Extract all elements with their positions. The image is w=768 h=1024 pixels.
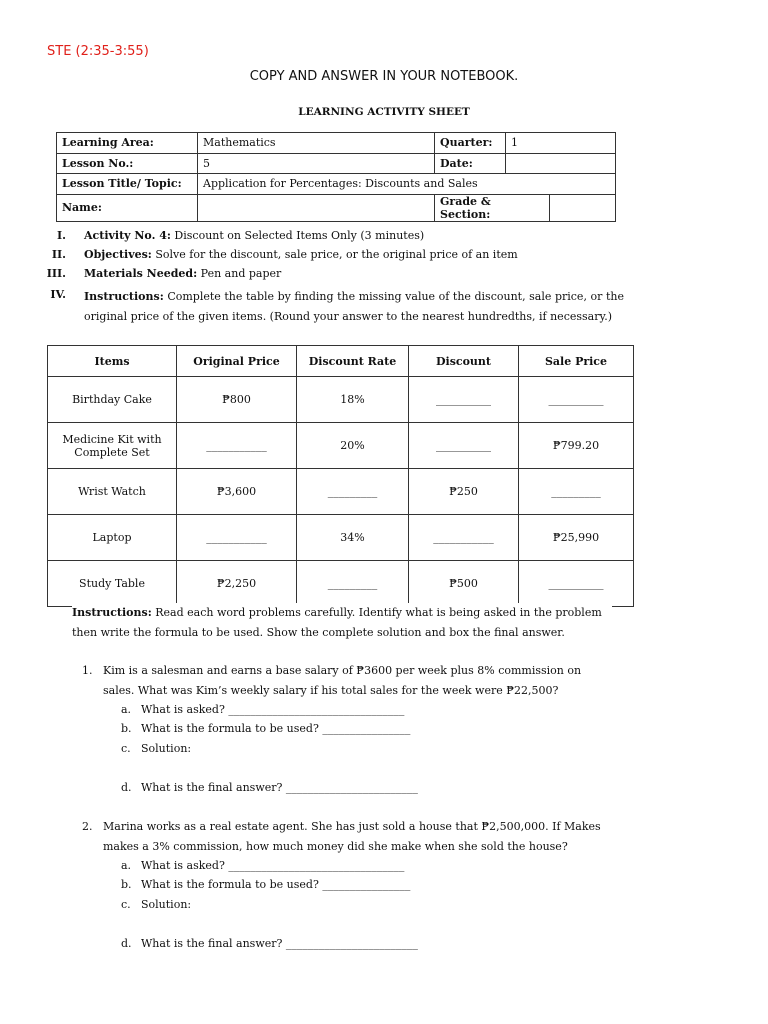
date-value [506, 153, 616, 174]
section-label: Materials Needed: [84, 267, 198, 280]
table-row [48, 423, 634, 469]
answer-blank: __________ [409, 423, 519, 469]
item-text: What is the formula to be used? ________________ [141, 878, 411, 891]
table-cell: Wrist Watch [48, 469, 177, 515]
item-text: What is asked? ________________________________ [141, 703, 405, 716]
lesson-no-value: 5 [198, 153, 435, 174]
section-number: I. [57, 229, 66, 242]
item-text: What is the formula to be used? ________________ [141, 722, 411, 735]
table-cell: Study Table [48, 561, 177, 607]
section-materials [0, 267, 768, 283]
table-header-row [48, 346, 634, 377]
answer-blank: _________ [297, 561, 409, 607]
quarter-label: Quarter: [435, 133, 506, 154]
section-text: Pen and paper [197, 267, 282, 280]
table-row [48, 561, 634, 607]
item-letter: a. [121, 859, 132, 872]
problem-2 [0, 817, 768, 857]
quarter-value: 1 [506, 133, 616, 154]
answer-blank: _________ [519, 469, 634, 515]
copy-instruction: COPY AND ANSWER IN YOUR NOTEBOOK. [249, 69, 519, 84]
item-letter: b. [121, 878, 132, 891]
topic-label: Lesson Title/ Topic: [57, 174, 198, 195]
table-cell: 34% [297, 515, 409, 561]
word-problem-instructions [72, 603, 612, 643]
section-objectives [0, 248, 768, 264]
item-letter: d. [121, 937, 132, 950]
item-text: Solution: [141, 898, 192, 911]
lesson-no-label: Lesson No.: [57, 153, 198, 174]
column-header: Discount Rate [297, 346, 409, 377]
date-label: Date: [435, 153, 506, 174]
item-text: What is the final answer? ________________________ [141, 781, 418, 794]
learning-area-value: Mathematics [198, 133, 435, 154]
item-text: Solution: [141, 742, 192, 755]
table-cell: ₱3,600 [177, 469, 297, 515]
table-cell: Birthday Cake [48, 377, 177, 423]
table-row [48, 515, 634, 561]
problem-number: 2. [82, 820, 93, 833]
problem-number: 1. [82, 664, 93, 677]
item-text: What is asked? ________________________________ [141, 859, 405, 872]
section-number: IV. [50, 288, 66, 301]
info-table [56, 132, 616, 222]
item-letter: d. [121, 781, 132, 794]
name-value [198, 194, 435, 221]
column-header: Discount [409, 346, 519, 377]
table-cell: 18% [297, 377, 409, 423]
column-header: Sale Price [519, 346, 634, 377]
column-header: Original Price [177, 346, 297, 377]
item-letter: c. [121, 742, 131, 755]
table-cell: 20% [297, 423, 409, 469]
answer-blank: __________ [519, 377, 634, 423]
answer-blank: __________ [409, 377, 519, 423]
grade-section-value [550, 194, 616, 221]
table-row [48, 469, 634, 515]
learning-area-label: Learning Area: [57, 133, 198, 154]
table-cell: ₱500 [409, 561, 519, 607]
topic-value: Application for Percentages: Discounts and Sales [198, 174, 616, 195]
table-cell: ₱799.20 [519, 423, 634, 469]
problem-text: Kim is a salesman and earns a base salary of ₱3600 per week plus 8% commission on sales. What was Kim’s weekly salary if his total sales for the week were ₱22,500? [103, 664, 582, 697]
section-number: II. [51, 248, 66, 261]
table-row [48, 377, 634, 423]
answer-blank: ___________ [177, 515, 297, 561]
section-text: Solve for the discount, sale price, or the original price of an item [151, 248, 518, 261]
table-cell: Medicine Kit with Complete Set [48, 423, 177, 469]
sheet-title: LEARNING ACTIVITY SHEET [298, 106, 470, 118]
section-number: III. [46, 267, 66, 280]
problem-1 [0, 661, 768, 701]
answer-blank: ___________ [177, 423, 297, 469]
schedule-label: STE (2:35-3:55) [47, 44, 149, 59]
section-text: Discount on Selected Items Only (3 minutes) [170, 229, 425, 242]
table-cell: ₱25,990 [519, 515, 634, 561]
section-label: Instructions: [84, 290, 164, 303]
section-label: Objectives: [84, 248, 152, 261]
item-letter: a. [121, 703, 132, 716]
section-label: Activity No. 4: [84, 229, 171, 242]
name-label: Name: [57, 194, 198, 221]
item-letter: c. [121, 898, 131, 911]
answer-blank: __________ [519, 561, 634, 607]
table-cell: ₱250 [409, 469, 519, 515]
items-table [47, 345, 634, 607]
answer-blank: ___________ [409, 515, 519, 561]
item-text: What is the final answer? ________________________ [141, 937, 418, 950]
problem-text: Marina works as a real estate agent. She has just sold a house that ₱2,500,000. If Makes makes a 3% commission, how much money did she make when she sold the house? [103, 820, 601, 853]
instructions-label: Instructions: [72, 606, 152, 619]
table-cell: ₱800 [177, 377, 297, 423]
section-activity [0, 229, 768, 245]
table-cell: ₱2,250 [177, 561, 297, 607]
section-instructions-text [84, 287, 624, 334]
answer-blank: _________ [297, 469, 409, 515]
instructions-text: Read each word problems carefully. Identify what is being asked in the problem then write the formula to be used. Show the complete solution and box the final answer. [72, 606, 602, 639]
section-text: Complete the table by finding the missing value of the discount, sale price, or the original price of the given items. (Round your answer to the nearest hundredths, if necessary.) [84, 290, 624, 323]
grade-section-label: Grade & Section: [435, 194, 550, 221]
table-cell: Laptop [48, 515, 177, 561]
item-letter: b. [121, 722, 132, 735]
column-header: Items [48, 346, 177, 377]
